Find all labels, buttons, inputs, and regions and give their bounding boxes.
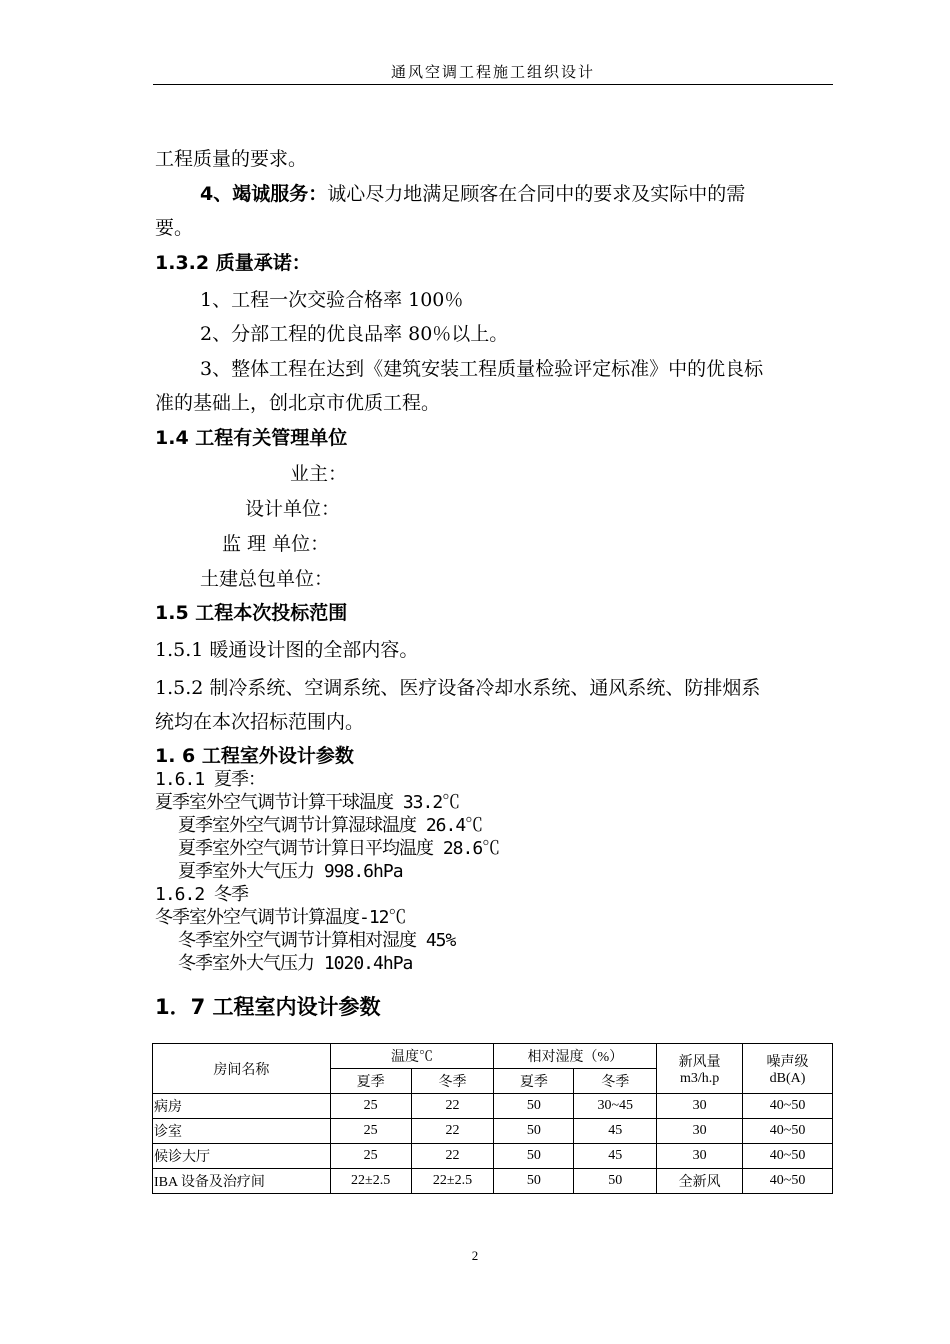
header-fresh-air-line1: 新风量	[678, 1054, 721, 1070]
cell: 22	[411, 1144, 494, 1169]
header-noise	[743, 1044, 833, 1094]
cell: 30	[657, 1144, 743, 1169]
quality-item-3-continuation: 准的基础上，创北京市优质工程。	[155, 392, 441, 414]
header-temp-winter: 冬季	[411, 1069, 494, 1094]
header-rh-winter: 冬季	[574, 1069, 657, 1094]
quality-item-1: 1、工程一次交验合格率 100％	[200, 289, 464, 311]
header-rh-summer: 夏季	[494, 1069, 574, 1094]
cell: 40~50	[743, 1119, 833, 1144]
cell: 22±2.5	[330, 1169, 411, 1194]
header-temperature: 温度℃	[330, 1044, 494, 1069]
quality-item-2: 2、分部工程的优良品率 80％以上。	[200, 323, 509, 345]
scope-1-5-1: 1.5.1 暖通设计图的全部内容。	[155, 639, 419, 661]
room-name: 候诊大厅	[153, 1144, 331, 1169]
header-room: 房间名称	[153, 1044, 331, 1094]
owner-label: 业主：	[290, 463, 348, 485]
room-name: IBA 设备及治疗间	[153, 1169, 331, 1194]
cell: 25	[330, 1119, 411, 1144]
table-header-row	[153, 1044, 833, 1069]
section-heading-1-4: 1.4 工程有关管理单位	[155, 427, 348, 449]
section-heading-1-5: 1.5 工程本次投标范围	[155, 602, 348, 624]
table-row	[153, 1144, 833, 1169]
cell: 全新风	[657, 1169, 743, 1194]
winter-param: 冬季室外大气压力 1020.4hPa	[178, 953, 413, 974]
cell: 22±2.5	[411, 1169, 494, 1194]
cell: 50	[494, 1119, 574, 1144]
cell: 25	[330, 1094, 411, 1119]
cell: 50	[574, 1169, 657, 1194]
cell: 50	[494, 1094, 574, 1119]
header-noise-line2: dB(A)	[769, 1070, 806, 1086]
cell: 50	[494, 1169, 574, 1194]
summer-title: 1.6.1 夏季：	[155, 769, 266, 790]
cell: 22	[411, 1119, 494, 1144]
scope-1-5-2: 1.5.2 制冷系统、空调系统、医疗设备冷却水系统、通风系统、防排烟系	[155, 677, 761, 699]
winter-param: 冬季室外空气调节计算温度-12℃	[155, 907, 406, 928]
cell: 50	[494, 1144, 574, 1169]
contractor-label: 土建总包单位：	[200, 568, 334, 590]
running-header: 通风空调工程施工组织设计	[153, 60, 833, 85]
cell: 40~50	[743, 1144, 833, 1169]
item-4-text: 诚心尽力地满足顾客在合同中的要求及实际中的需	[327, 183, 746, 205]
cell: 40~50	[743, 1094, 833, 1119]
table-row	[153, 1169, 833, 1194]
room-name: 诊室	[153, 1119, 331, 1144]
summer-param: 夏季室外空气调节计算干球温度 33.2℃	[155, 792, 460, 813]
cell: 40~50	[743, 1169, 833, 1194]
header-noise-line1: 噪声级	[766, 1054, 809, 1070]
item-4-continuation: 要。	[155, 217, 194, 239]
winter-param: 冬季室外空气调节计算相对湿度 45%	[178, 930, 456, 951]
summer-param: 夏季室外空气调节计算日平均温度 28.6℃	[178, 838, 500, 859]
item-4-heading: 4、竭诚服务：	[200, 183, 328, 205]
cell: 45	[574, 1144, 657, 1169]
indoor-design-table	[152, 1043, 833, 1194]
cell: 30	[657, 1119, 743, 1144]
cell: 22	[411, 1094, 494, 1119]
cell: 45	[574, 1119, 657, 1144]
section-heading-1-6: 1. 6 工程室外设计参数	[155, 745, 354, 767]
summer-param: 夏季室外空气调节计算湿球温度 26.4℃	[178, 815, 483, 836]
winter-title: 1.6.2 冬季	[155, 884, 249, 905]
scope-1-5-2-continuation: 统均在本次招标范围内。	[155, 711, 365, 733]
supervisor-label: 监 理 单位：	[222, 533, 330, 555]
cell: 30~45	[574, 1094, 657, 1119]
paragraph-continuation: 工程质量的要求。	[155, 148, 308, 170]
page-number: 2	[471, 1248, 479, 1263]
item-4	[200, 181, 745, 207]
room-name: 病房	[153, 1094, 331, 1119]
table-row	[153, 1119, 833, 1144]
quality-item-3: 3、整体工程在达到《建筑安装工程质量检验评定标准》中的优良标	[200, 358, 764, 380]
header-humidity: 相对湿度（%）	[494, 1044, 657, 1069]
designer-label: 设计单位：	[245, 498, 341, 520]
cell: 30	[657, 1094, 743, 1119]
table-row	[153, 1094, 833, 1119]
cell: 25	[330, 1144, 411, 1169]
header-fresh-air	[657, 1044, 743, 1094]
summer-param: 夏季室外大气压力 998.6hPa	[178, 861, 403, 882]
header-temp-summer: 夏季	[330, 1069, 411, 1094]
section-heading-1-3-2: 1.3.2 质量承诺：	[155, 252, 311, 274]
section-heading-1-7: 1．7 工程室内设计参数	[155, 995, 381, 1019]
header-fresh-air-line2: m3/h.p	[679, 1070, 720, 1086]
